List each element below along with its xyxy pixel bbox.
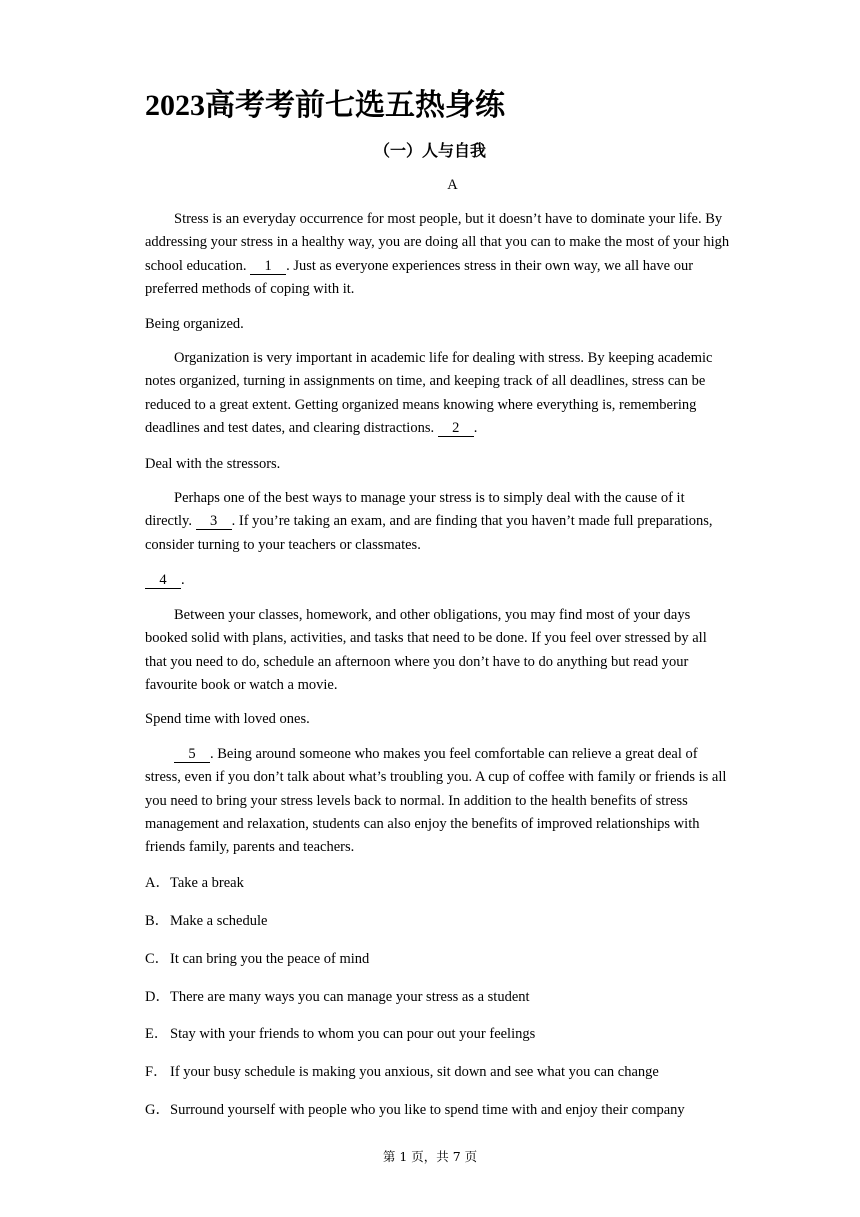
paragraph-5-text-after: . Being around someone who makes you feel comfortable can relieve a great deal of stress, even if you don’t talk about what’s troubling you. A cup of coffee with family or friends is all you need to bring your stress levels back to normal. In addition to the health benefits of stress management and relaxation, students can also enjoy the benefits of improved relationships with friends family, parents and teachers. [145, 746, 727, 856]
blank-3: 3 [196, 514, 232, 530]
option-a-letter: A． [145, 875, 170, 891]
heading-blank-4 [145, 570, 185, 590]
paragraph-4-text: Between your classes, homework, and other obligations, you may find most of your days booked solid with plans, activities, and tasks that need to be done. If you feel over stressed by all that you need to do, schedule an afternoon where you don’t have to do anything but read your favourite book or watch a movie. [145, 607, 707, 693]
option-d-text: There are many ways you can manage your stress as a student [170, 989, 530, 1005]
blank-1: 1 [250, 259, 286, 275]
option-e-text: Stay with your friends to whom you can pour out your feelings [170, 1026, 536, 1042]
heading-blank-4-after: . [181, 572, 185, 588]
option-b-letter: B． [145, 913, 170, 929]
option-e [145, 1024, 535, 1044]
heading-spend-time: Spend time with loved ones. [145, 711, 310, 727]
option-b-text: Make a schedule [170, 913, 268, 929]
page-title: 2023高考考前七选五热身练 [145, 89, 505, 122]
option-c [145, 949, 369, 969]
paragraph-2 [145, 347, 730, 440]
option-g-letter: G． [145, 1102, 170, 1118]
option-f-letter: F． [145, 1064, 168, 1080]
option-d-letter: D． [145, 989, 170, 1005]
option-b [145, 911, 267, 931]
option-g [145, 1100, 685, 1120]
paragraph-3 [145, 487, 730, 557]
blank-5: 5 [174, 747, 210, 763]
option-a-text: Take a break [170, 875, 244, 891]
paragraph-2-text-before: Organization is very important in academic life for dealing with stress. By keeping academic notes organized, turning in assignments on time, and keeping track of all deadlines, stress can be reduced to a great extent. Getting organized means knowing where everything is, remembering deadlines and test dates, and clearing distractions. [145, 350, 713, 436]
option-g-text: Surround yourself with people who you like to spend time with and enjoy their company [170, 1102, 685, 1118]
paragraph-1 [145, 208, 730, 301]
heading-deal-with-stressors: Deal with the stressors. [145, 456, 281, 472]
option-d [145, 987, 530, 1007]
heading-being-organized: Being organized. [145, 316, 244, 332]
option-a [145, 873, 244, 893]
passage-label: A [447, 177, 458, 193]
paragraph-5 [145, 743, 730, 859]
option-c-text: It can bring you the peace of mind [170, 951, 370, 967]
option-f [145, 1062, 659, 1082]
section-subtitle: （一）人与自我 [373, 141, 486, 160]
paragraph-1-text-after: . Just as everyone experiences stress in their own way, we all have our preferred methods of coping with it. [145, 257, 694, 297]
paragraph-3-text-after: . If you’re taking an exam, and are finding that you haven’t made full preparations, consider turning to your teachers or classmates. [145, 513, 713, 553]
blank-2: 2 [438, 421, 474, 437]
paragraph-1-text-before: Stress is an everyday occurrence for most people, but it doesn’t have to dominate your life. By addressing your stress in a healthy way, you are doing all that you can to make the most of your high school education. [145, 211, 730, 274]
paragraph-2-text-after: . [473, 419, 478, 436]
option-e-letter: E． [145, 1026, 169, 1042]
option-f-text: If your busy schedule is making you anxious, sit down and see what you can change [170, 1064, 659, 1080]
paragraph-3-text-before: Perhaps one of the best ways to manage your stress is to simply deal with the cause of it directly. [145, 490, 685, 530]
paragraph-4 [145, 604, 730, 697]
blank-4: 4 [145, 573, 181, 589]
page-footer: 第 1 页，共 7 页 [382, 1149, 478, 1164]
option-c-letter: C． [145, 951, 170, 967]
